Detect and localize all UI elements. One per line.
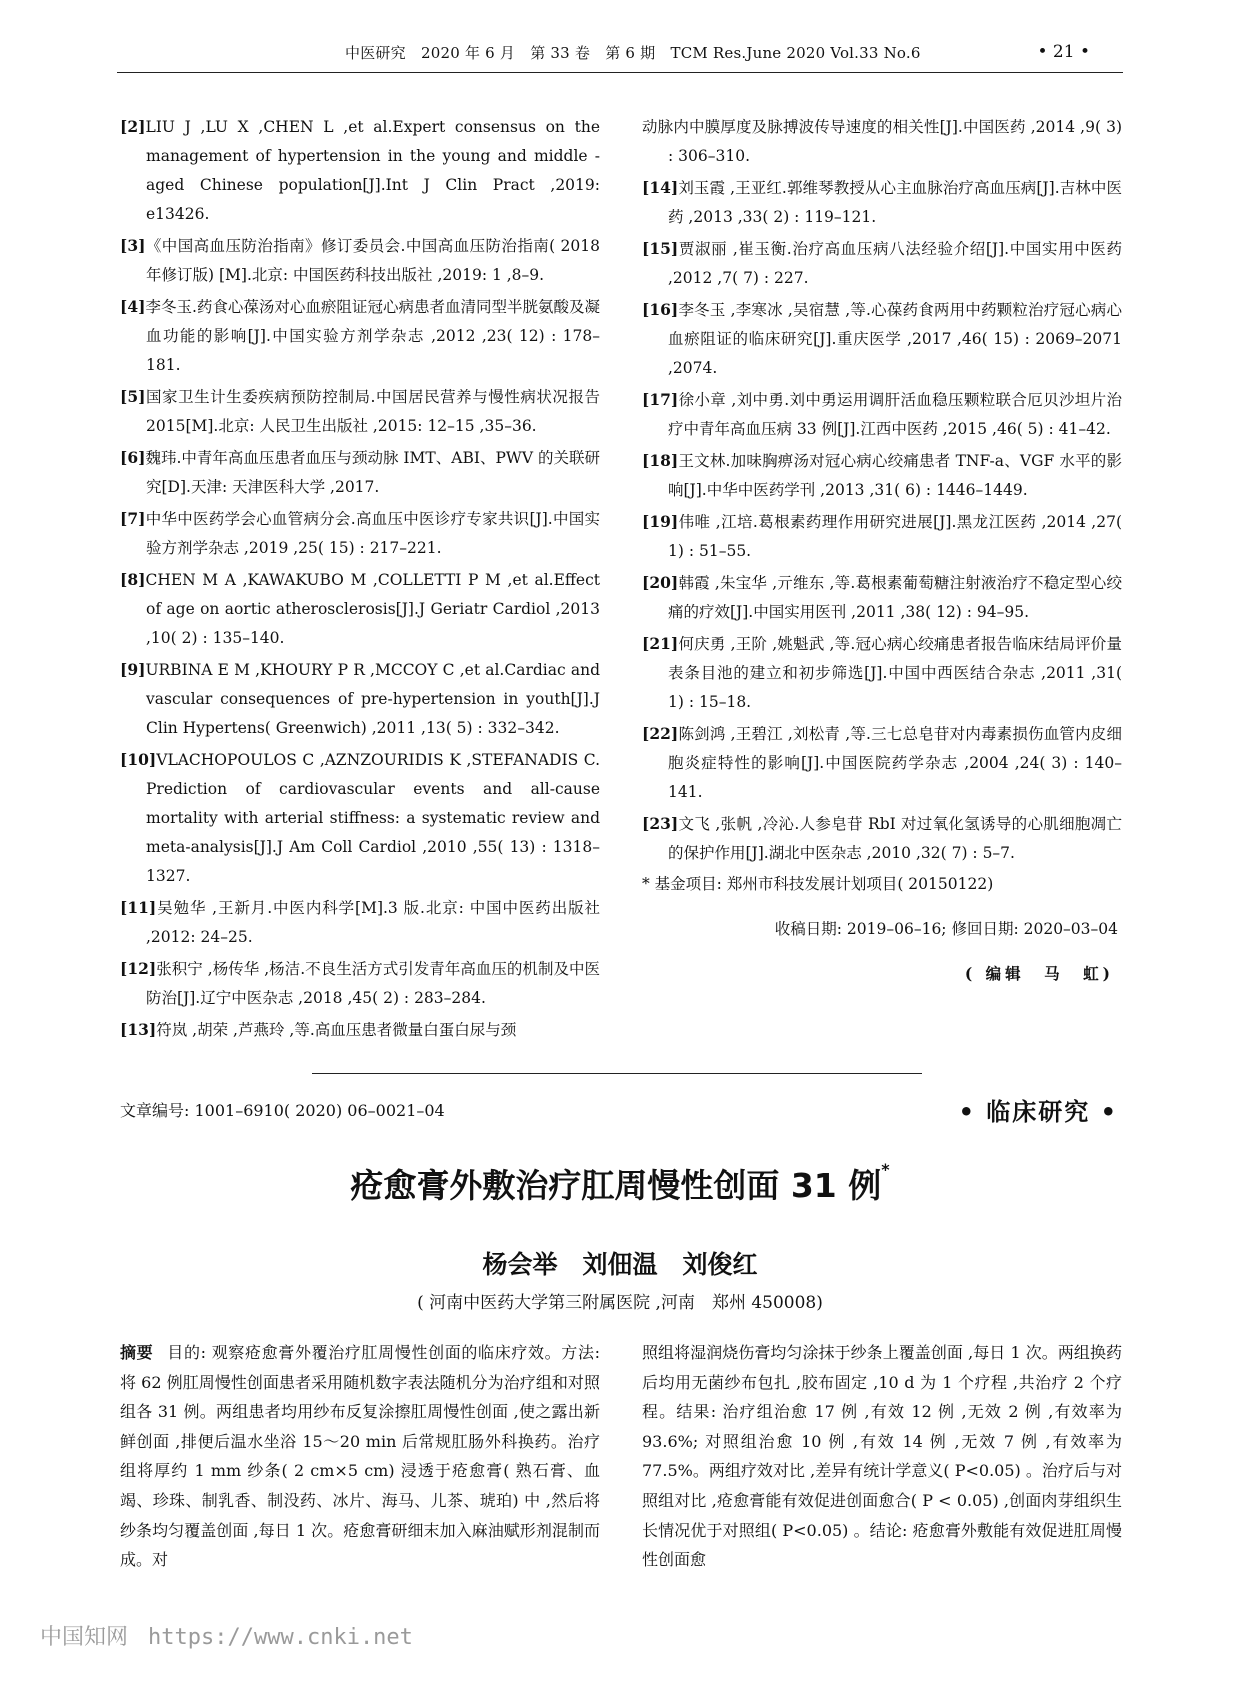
reference-item: [3]《中国高血压防治指南》修订委员会.中国高血压防治指南( 2018 年修订版) [M].北京: 中国医药科技出版社 ,2019: 1 ,8–9. [120,236,600,284]
reference-item: [2]LIU J ,LU X ,CHEN L ,et al.Expert consensus on the management of hypertension in the young and middle - aged Chinese population[J].Int J Clin Pract ,2019: e13426. [120,117,600,223]
article-authors: 杨会举 刘佃温 刘俊红 [482,1250,758,1279]
reference-item: [11]吴勉华 ,王新月.中医内科学[M].3 版.北京: 中国中医药出版社 ,2012: 24–25. [120,898,600,946]
reference-item: [10]VLACHOPOULOS C ,AZNZOURIDIS K ,STEFANADIS C. Prediction of cardiovascular events and all-cause mortality with arterial stiffness: a systematic review and meta-analysis[J].J Am Coll Cardiol ,2010 ,55( 13) : 1318–1327. [120,750,600,885]
article-number: 文章编号: 1001–6910( 2020) 06–0021–04 [120,1101,445,1120]
reference-item: [23]文飞 ,张帆 ,冷沁.人参皂苷 RbI 对过氧化氢诱导的心肌细胞凋亡的保护作用[J].湖北中医杂志 ,2010 ,32( 7) : 5–7. [642,814,1122,862]
abstract-right-column [642,1338,1122,1575]
reference-item: [7]中华中医药学会心血管病分会.高血压中医诊疗专家共识[J].中国实验方剂学杂志 ,2019 ,25( 15) : 217–221. [120,509,600,557]
running-header [0,42,1240,76]
reference-item: [22]陈剑鸿 ,王碧江 ,刘松青 ,等.三七总皂苷对内毒素损伤血管内皮细胞炎症特性的影响[J].中国医院药学杂志 ,2004 ,24( 3) : 140–141. [642,724,1122,801]
running-title: 中医研究 2020 年 6 月 第 33 卷 第 6 期 TCM Res.June 2020 Vol.33 No.6 [345,44,921,62]
cnki-url: https://www.cnki.net [148,1625,413,1650]
reference-item: [20]韩霞 ,朱宝华 ,亓维东 ,等.葛根素葡萄糖注射液治疗不稳定型心绞痛的疗效[J].中国实用医刊 ,2011 ,38( 12) : 94–95. [642,573,1122,621]
reference-item: [9]URBINA E M ,KHOURY P R ,MCCOY C ,et al.Cardiac and vascular consequences of pre-hypertension in youth[J].J Clin Hypertens( Greenwich) ,2011 ,13( 5) : 332–342. [120,660,600,737]
reference-item: 动脉内中膜厚度及脉搏波传导速度的相关性[J].中国医药 ,2014 ,9( 3) : 306–310. [642,118,1122,165]
cnki-logo-text: 中国知网 [40,1625,129,1650]
fund-footnote: * 基金项目: 郑州市科技发展计划项目( 20150122) [642,875,994,893]
section-separator [312,1073,922,1074]
reference-item: [13]符岚 ,胡荣 ,芦燕玲 ,等.高血压患者微量白蛋白尿与颈 [120,1020,517,1039]
title-footnote-mark: * [881,1160,890,1179]
reference-item: [8]CHEN M A ,KAWAKUBO M ,COLLETTI P M ,et al.Effect of age on aortic atherosclerosis[J].J Geriatr Cardiol ,2013 ,10( 2) : 135–140. [120,570,600,647]
reference-item: [15]贾淑丽 ,崔玉衡.治疗高血压病八法经验介绍[J].中国实用中医药 ,2012 ,7( 7) : 227. [642,239,1122,287]
abstract-text-part1: 目的: 观察疮愈膏外覆治疗肛周慢性创面的临床疗效。方法: 将 62 例肛周慢性创面患者采用随机数字表法随机分为治疗组和对照组各 31 例。两组患者均用纱布反复涂擦肛周慢性创面 ,使之露出新鲜创面 ,排便后温水坐浴 15～20 min 后常规肛肠外科换药。治疗组将厚约 1 mm 纱条( 2 cm×5 cm) 浸透于疮愈膏( 熟石膏、血竭、珍珠、制乳香、制没药、冰片、海马、儿茶、琥珀) 中 ,然后将纱条均匀覆盖创面 ,每日 1 次。疮愈膏研细末加入麻油赋形剂混制而成。对 [120,1343,600,1570]
reference-item: [21]何庆勇 ,王阶 ,姚魁武 ,等.冠心病心绞痛患者报告临床结局评价量表条目池的建立和初步筛选[J].中国中西医结合杂志 ,2011 ,31( 1) : 15–18. [642,634,1122,711]
reference-item: [16]李冬玉 ,李寒冰 ,吴宿慧 ,等.心葆药食两用中药颗粒治疗冠心病心血瘀阻证的临床研究[J].重庆医学 ,2017 ,46( 15) : 2069–2071 ,2074. [642,300,1122,377]
page-number: • 21 • [1037,42,1090,62]
abstract-label: 摘要 [120,1343,154,1362]
reference-item: [18]王文林.加味胸痹汤对冠心病心绞痛患者 TNF-a、VGF 水平的影响[J].中华中医药学刊 ,2013 ,31( 6) : 1446–1449. [642,451,1122,499]
editor-note: ( 编辑 马 虹) [964,964,1114,983]
abstract-left-column [120,1338,600,1575]
reference-item: [5]国家卫生计生委疾病预防控制局.中国居民营养与慢性病状况报告 2015[M].北京: 人民卫生出版社 ,2015: 12–15 ,35–36. [120,387,600,435]
reference-item: [19]伟唯 ,江培.葛根素药理作用研究进展[J].黑龙江医药 ,2014 ,27( 1) : 51–55. [642,512,1122,560]
reference-item: [4]李冬玉.药食心葆汤对心血瘀阻证冠心病患者血清同型半胱氨酸及凝血功能的影响[J].中国实验方剂学杂志 ,2012 ,23( 12) : 178–181. [120,297,600,374]
abstract-text-part2: 照组将湿润烧伤膏均匀涂抹于纱条上覆盖创面 ,每日 1 次。两组换药后均用无菌纱布包扎 ,胶布固定 ,10 d 为 1 个疗程 ,共治疗 2 个疗程。结果: 治疗组治愈 17 例 ,有效 12 例 ,无效 2 例 ,有效率为 93.6%; 对照组治愈 10 例 ,有效 14 例 ,无效 7 例 ,有效率为 77.5%。两组疗效对比 ,差异有统计学意义( P<0.05) 。治疗后与对照组对比 ,疮愈膏能有效促进创面愈合( P < 0.05) ,创面肉芽组织生长情况优于对照组( P<0.05) 。结论: 疮愈膏外敷能有效促进肛周慢性创面愈 [642,1343,1122,1570]
header-rule [117,72,1123,73]
reference-item: [17]徐小章 ,刘中勇.刘中勇运用调肝活血稳压颗粒联合厄贝沙坦片治疗中青年高血压病 33 例[J].江西中医药 ,2015 ,46( 5) : 41–42. [642,390,1122,438]
references-left-column [120,112,600,1047]
cnki-watermark [40,1620,413,1651]
reference-item: [6]魏玮.中青年高血压患者血压与颈动脉 IMT、ABI、PWV 的关联研究[D].天津: 天津医科大学 ,2017. [120,448,600,496]
section-label: • 临床研究 • [958,1098,1118,1126]
article-title: 疮愈膏外敷治疗肛周慢性创面 31 例* [350,1160,890,1205]
references-right-column [642,112,1122,1004]
reference-item: [12]张积宁 ,杨传华 ,杨洁.不良生活方式引发青年高血压的机制及中医防治[J].辽宁中医杂志 ,2018 ,45( 2) : 283–284. [120,959,600,1007]
reference-item: [14]刘玉霞 ,王亚红.郭维琴教授从心主血脉治疗高血压病[J].吉林中医药 ,2013 ,33( 2) : 119–121. [642,178,1122,226]
author-affiliation: ( 河南中医药大学第三附属医院 ,河南 郑州 450008) [417,1293,823,1313]
received-dates: 收稿日期: 2019–06–16; 修回日期: 2020–03–04 [774,919,1118,938]
